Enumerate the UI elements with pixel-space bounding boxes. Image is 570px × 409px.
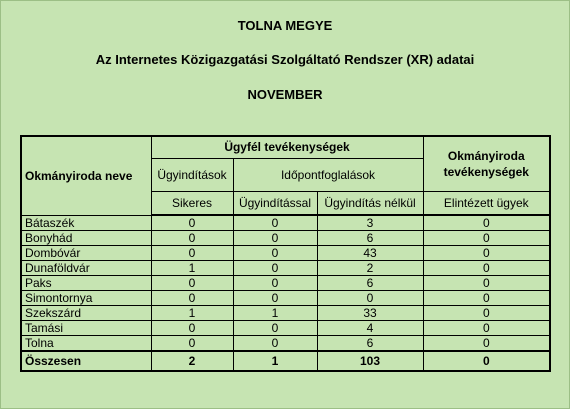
total-without-case: 103 <box>317 351 423 371</box>
without-case-value: 4 <box>317 321 423 336</box>
office-name: Dunaföldvár <box>21 261 151 276</box>
header-cases: Ügyindítások <box>151 158 233 191</box>
office-name: Tolna <box>21 336 151 352</box>
total-row <box>21 351 550 371</box>
office-name: Bátaszék <box>21 215 151 231</box>
table-row <box>21 215 550 231</box>
table-row <box>21 306 550 321</box>
with-case-value: 0 <box>233 276 317 291</box>
successful-value: 0 <box>151 336 233 352</box>
without-case-value: 6 <box>317 231 423 246</box>
with-case-value: 0 <box>233 321 317 336</box>
with-case-value: 0 <box>233 261 317 276</box>
without-case-value: 43 <box>317 246 423 261</box>
total-successful: 2 <box>151 351 233 371</box>
completed-value: 0 <box>423 215 550 231</box>
header-completed: Elintézett ügyek <box>423 191 550 215</box>
office-name: Simontornya <box>21 291 151 306</box>
office-name: Dombóvár <box>21 246 151 261</box>
successful-value: 0 <box>151 321 233 336</box>
completed-value: 0 <box>423 261 550 276</box>
office-name: Paks <box>21 276 151 291</box>
without-case-value: 0 <box>317 291 423 306</box>
office-name: Tamási <box>21 321 151 336</box>
with-case-value: 0 <box>233 215 317 231</box>
header-office-name: Okmányiroda neve <box>21 136 151 215</box>
completed-value: 0 <box>423 276 550 291</box>
successful-value: 0 <box>151 215 233 231</box>
header-appointments: Időpontfoglalások <box>233 158 423 191</box>
with-case-value: 0 <box>233 246 317 261</box>
completed-value: 0 <box>423 306 550 321</box>
without-case-value: 6 <box>317 336 423 352</box>
report-subtitle: Az Internetes Közigazgatási Szolgáltató Rendszer (XR) adatai <box>95 52 475 67</box>
completed-value: 0 <box>423 231 550 246</box>
header-with-case: Ügyindítással <box>233 191 317 215</box>
header-client-activities: Ügyfél tevékenységek <box>151 136 423 158</box>
total-with-case: 1 <box>233 351 317 371</box>
successful-value: 0 <box>151 291 233 306</box>
office-name: Szekszárd <box>21 306 151 321</box>
table-row <box>21 276 550 291</box>
successful-value: 0 <box>151 276 233 291</box>
table-row <box>21 321 550 336</box>
without-case-value: 2 <box>317 261 423 276</box>
with-case-value: 0 <box>233 291 317 306</box>
completed-value: 0 <box>423 321 550 336</box>
header-office-activities: Okmányiroda tevékenységek <box>423 136 550 191</box>
total-label: Összesen <box>21 351 151 371</box>
header-successful: Sikeres <box>151 191 233 215</box>
office-name: Bonyhád <box>21 231 151 246</box>
with-case-value: 1 <box>233 306 317 321</box>
total-completed: 0 <box>423 351 550 371</box>
successful-value: 1 <box>151 306 233 321</box>
with-case-value: 0 <box>233 336 317 352</box>
successful-value: 0 <box>151 231 233 246</box>
county-title: TOLNA MEGYE <box>237 18 333 33</box>
table-row <box>21 231 550 246</box>
table-row <box>21 246 550 261</box>
table-row <box>21 261 550 276</box>
successful-value: 1 <box>151 261 233 276</box>
with-case-value: 0 <box>233 231 317 246</box>
successful-value: 0 <box>151 246 233 261</box>
completed-value: 0 <box>423 246 550 261</box>
completed-value: 0 <box>423 291 550 306</box>
without-case-value: 3 <box>317 215 423 231</box>
header-without-case: Ügyindítás nélkül <box>317 191 423 215</box>
month-title: NOVEMBER <box>247 87 323 102</box>
table-row <box>21 291 550 306</box>
table-row <box>21 336 550 352</box>
completed-value: 0 <box>423 336 550 352</box>
without-case-value: 6 <box>317 276 423 291</box>
without-case-value: 33 <box>317 306 423 321</box>
statistics-table <box>20 135 551 372</box>
